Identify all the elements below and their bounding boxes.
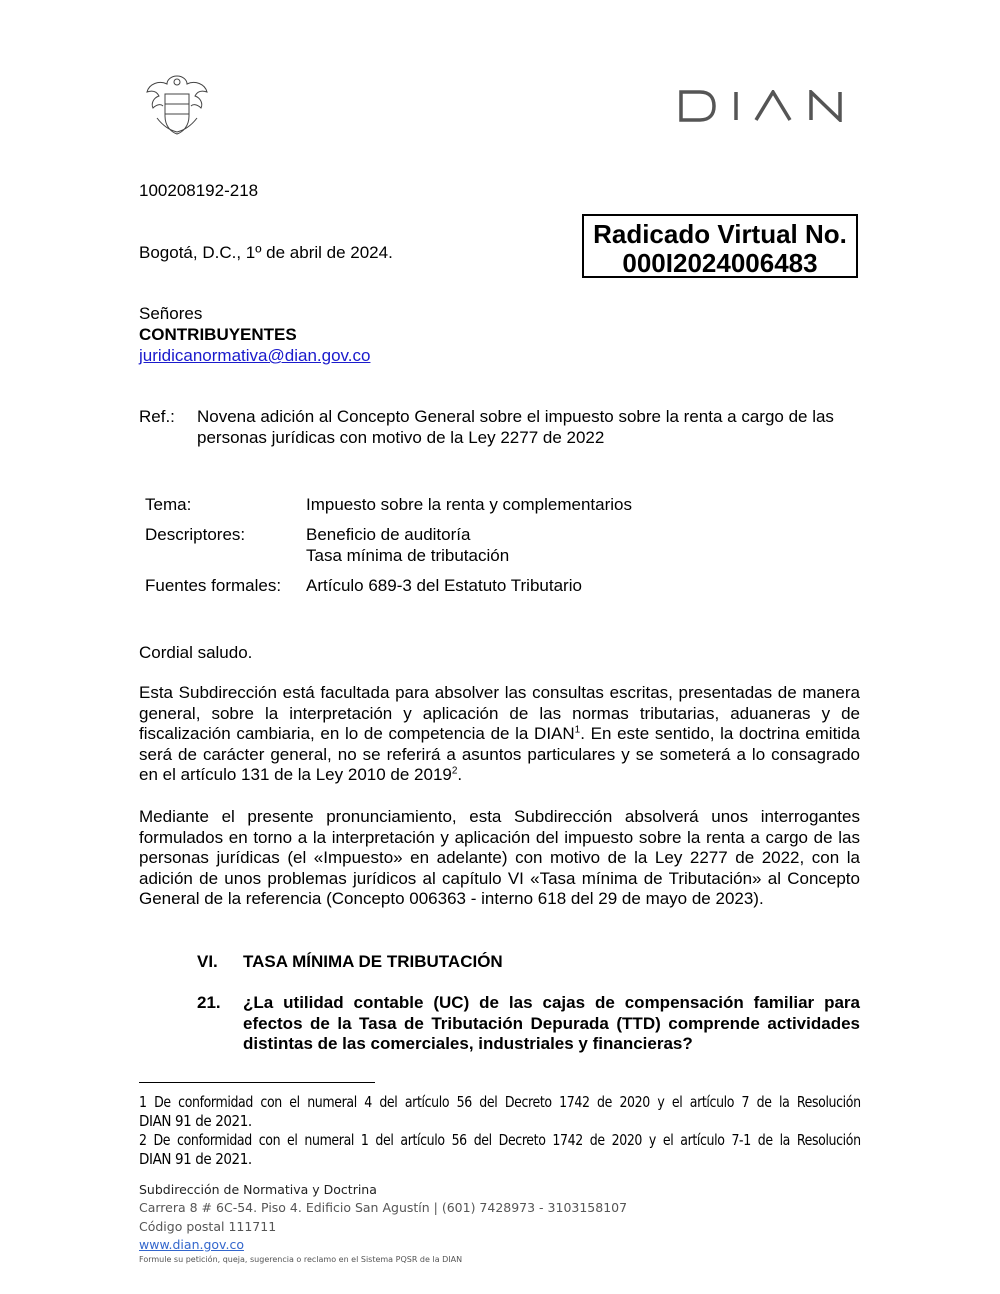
paragraph-1-c: . [457, 765, 463, 784]
greeting: Cordial saludo. [139, 643, 253, 662]
footnote-1-line-1: 1 De conformidad con el numeral 4 del artículo 56 del Decreto 1742 de 2020 y el artículo 7 de la Resolución [139, 1093, 861, 1111]
footnote-1-line-2: DIAN 91 de 2021. [139, 1112, 252, 1130]
paragraph-2: Mediante el presente pronunciamiento, esta Subdirección absolverá unos interrogantes formulados en torno a la interpretación y aplicación del impuesto sobre la renta a cargo de las personas jurídicas (el «Impuesto» en adelante) con motivo de la Ley 2277 de 2022, con la adición de unos problemas jurídicos al capítulo VI «Tasa mínima de Tributación» al Concepto General de la referencia (Concepto 006363 - interno 618 del 29 de mayo de 2023). [139, 807, 860, 908]
fuentes-label: Fuentes formales: [145, 576, 282, 595]
radicado-label: Radicado Virtual No. [593, 219, 847, 249]
tema-value: Impuesto sobre la renta y complementarios [306, 495, 632, 514]
reference-line-1: Novena adición al Concepto General sobre el impuesto sobre la renta a cargo de las [197, 407, 834, 426]
paragraph-1 [139, 683, 860, 786]
descriptores-value-1: Beneficio de auditoría [306, 525, 471, 544]
footnote-2-line-1: 2 De conformidad con el numeral 1 del artículo 56 del Decreto 1742 de 2020 y el artículo 7-1 de la Resolución [139, 1131, 861, 1149]
question-line-1: ¿La utilidad contable (UC) de las cajas de compensación familiar para [243, 993, 860, 1012]
footer-website-link[interactable]: www.dian.gov.co [139, 1237, 244, 1252]
paragraph-1-a: Esta Subdirección está facultada para absolver las consultas escritas, presentadas de manera general, sobre la interpretación y aplicación de las normas tributarias, aduaneras y de fiscalización cambiaria, en lo de competencia de la DIAN [139, 683, 860, 743]
reference-label: Ref.: [139, 407, 175, 426]
question-line-3: distintas de las comerciales, industriales y financieras? [243, 1034, 693, 1053]
footnote-2-line-2: DIAN 91 de 2021. [139, 1150, 252, 1168]
descriptores-value-2: Tasa mínima de tributación [306, 546, 510, 565]
section-number: VI. [197, 952, 218, 971]
recipient-email-link[interactable]: juridicanormativa@dian.gov.co [139, 346, 371, 365]
place-date: Bogotá, D.C., 1º de abril de 2024. [139, 243, 393, 262]
recipient-name: CONTRIBUYENTES [139, 325, 297, 344]
radicado-box [582, 214, 858, 278]
radicado-number: 000I2024006483 [622, 248, 818, 278]
section-title: TASA MÍNIMA DE TRIBUTACIÓN [243, 952, 503, 971]
question-line-2: efectos de la Tasa de Tributación Depurada (TTD) comprende actividades [243, 1014, 860, 1033]
paragraph-1-b: . En este sentido, la doctrina emitida será de carácter general, no se referirá a asuntos particulares y se someterá a lo consagrado en el artículo 131 de la Ley 2010 de 2019 [139, 724, 860, 784]
coat-of-arms-logo [143, 72, 211, 138]
reference-text [197, 406, 862, 448]
footer-address: Carrera 8 # 6C-54. Piso 4. Edificio San Agustín | (601) 7428973 - 3103158107 [139, 1200, 628, 1215]
footer-postal: Código postal 111711 [139, 1219, 277, 1234]
footnote-separator [139, 1082, 375, 1083]
dian-logo-text: DIAN [678, 90, 681, 91]
question-number: 21. [197, 993, 221, 1012]
footer-office: Subdirección de Normativa y Doctrina [139, 1182, 377, 1197]
tema-label: Tema: [145, 495, 192, 514]
footnote-ref-1: 1 [574, 724, 581, 736]
footnote-ref-2: 2 [451, 765, 458, 777]
document-number: 100208192-218 [139, 181, 259, 200]
descriptores-label: Descriptores: [145, 525, 246, 544]
footer-pqsr: Formule su petición, queja, sugerencia o reclamo en el Sistema PQSR de la DIAN [139, 1255, 463, 1264]
dian-logo [678, 90, 858, 122]
recipient-salutation: Señores [139, 304, 203, 323]
fuentes-value: Artículo 689-3 del Estatuto Tributario [306, 576, 582, 595]
reference-line-2: personas jurídicas con motivo de la Ley 2277 de 2022 [197, 428, 605, 447]
